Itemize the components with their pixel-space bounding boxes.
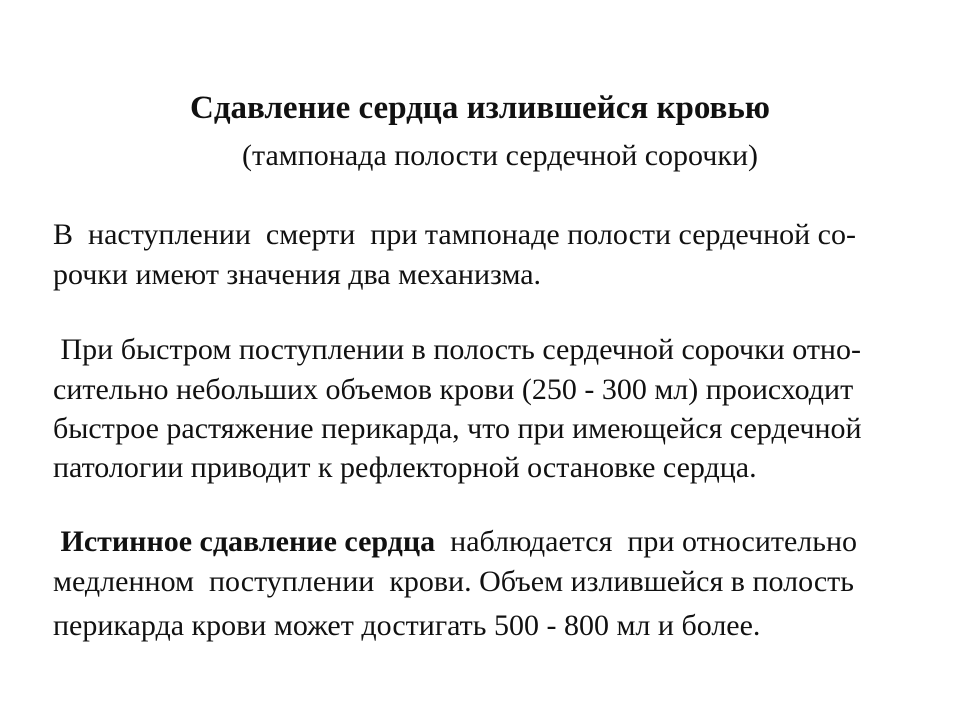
- paragraph-line: перикарда крови может достигать 500 - 800 мл и более.: [53, 609, 761, 642]
- paragraph-line: В наступлении смерти при тампонаде полости сердечной со-: [53, 218, 856, 251]
- paragraph-line: [53, 522, 857, 562]
- paragraph-line: патологии приводит к рефлекторной остановке сердца.: [53, 451, 757, 484]
- paragraph-line: медленном поступлении крови. Объем излившейся в полость: [53, 565, 854, 598]
- paragraph-line: При быстром поступлении в полость сердечной сорочки отно-: [53, 333, 861, 366]
- bold-term: Истинное сдавление сердца: [53, 525, 436, 558]
- paragraph-line: сительно небольших объемов крови (250 - 300 мл) происходит: [53, 373, 854, 406]
- paragraph-line-rest: наблюдается при относительно: [435, 525, 858, 558]
- slide-title: Сдавление сердца излившейся кровью: [190, 90, 770, 126]
- paragraph-line: быстрое растяжение перикарда, что при имеющейся сердечной: [53, 412, 862, 445]
- paragraph-line: рочки имеют значения два механизма.: [53, 258, 542, 291]
- slide-subtitle: (тампонада полости сердечной сорочки): [241, 139, 758, 172]
